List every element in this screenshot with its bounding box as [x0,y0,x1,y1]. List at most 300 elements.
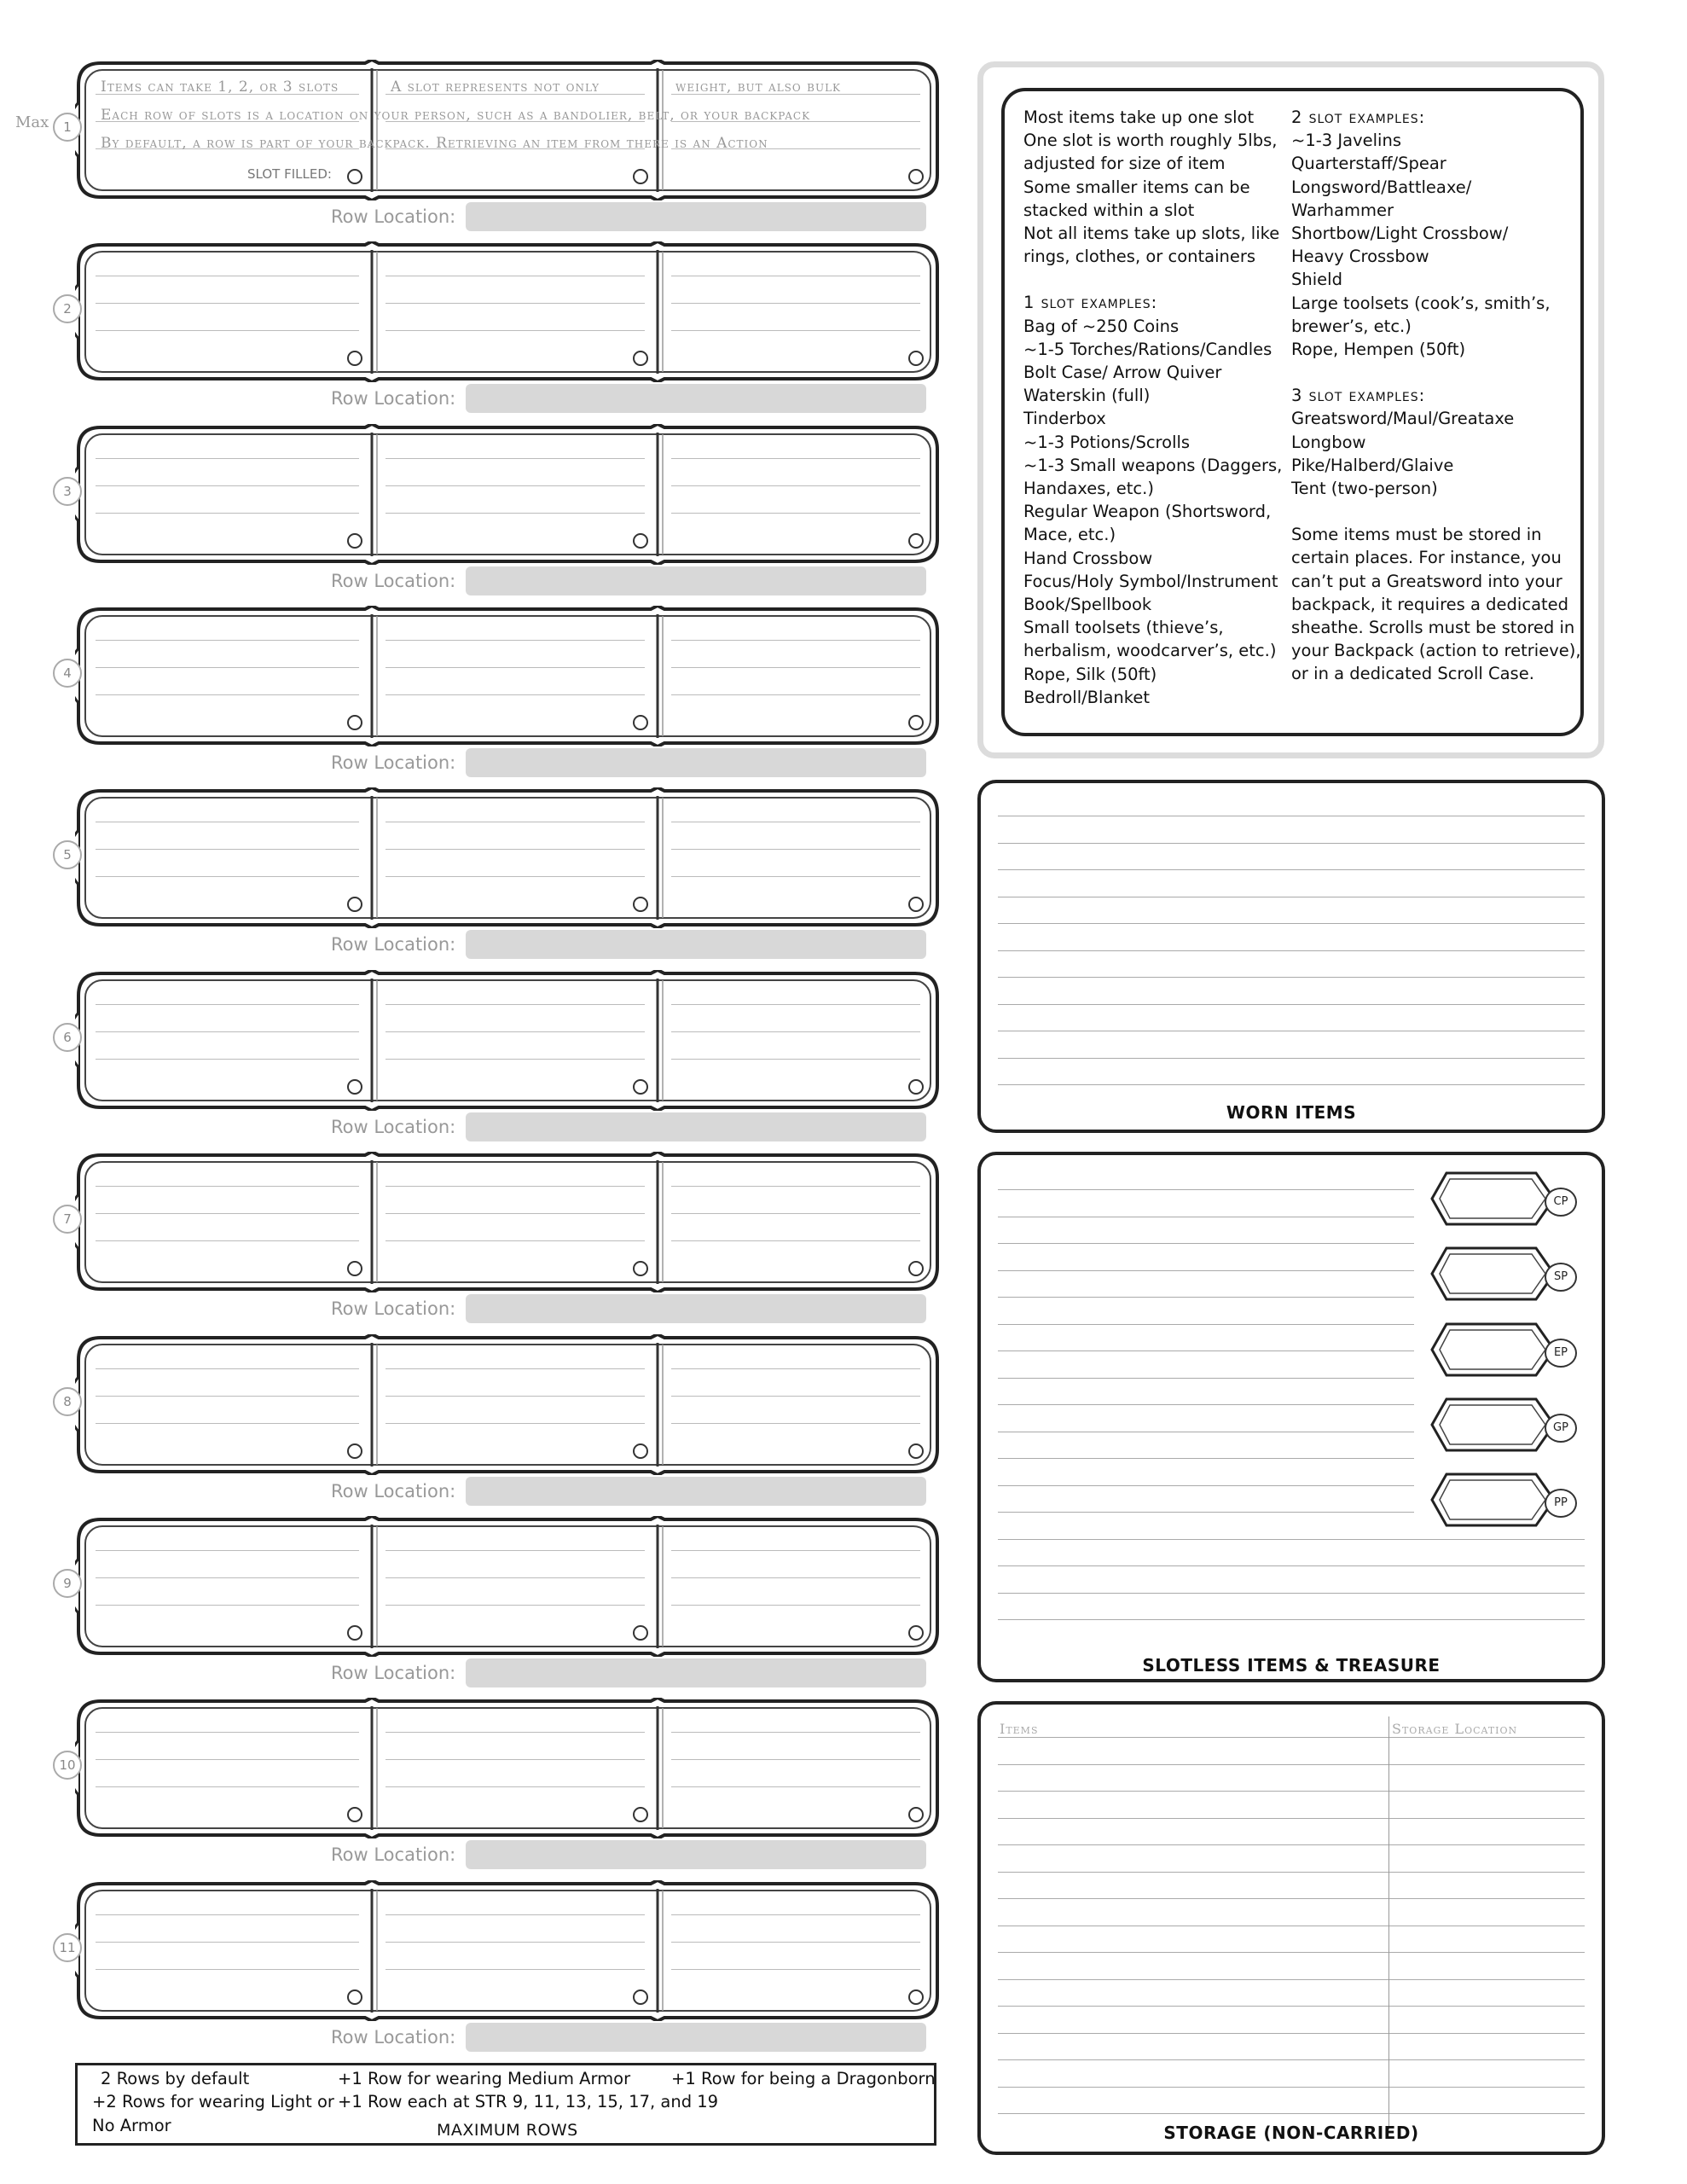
writing-line [96,1786,359,1787]
writing-line [386,513,645,514]
three-slot-heading: 3 slot examples: [1291,386,1426,406]
writing-line [671,1186,920,1187]
row-number: 9 [53,1569,82,1598]
spacer [1023,268,1282,291]
two-slot-item: Shield [1291,270,1342,290]
slot-filled-checkbox[interactable] [908,1625,924,1641]
writing-line [998,1485,1414,1486]
two-slot-item: Quarterstaff/Spear [1291,154,1446,174]
slot-cell[interactable] [661,1706,930,1830]
writing-line [671,1732,920,1733]
coin-label: GP [1545,1414,1577,1443]
slot-filled-checkbox[interactable] [908,351,924,366]
row-location-field[interactable] [466,1658,926,1687]
slot-cell[interactable] [661,614,930,738]
one-slot-item: Bedroll/Blanket [1023,687,1151,707]
row-number: 4 [53,659,82,688]
slot-filled-checkbox[interactable] [633,1261,648,1276]
slot-cell[interactable] [375,796,655,920]
two-slot-heading: 2 slot examples: [1291,107,1426,127]
row-location-label: Row Location: [331,934,456,955]
slot-filled-checkbox[interactable] [633,897,648,912]
info-right-column [1291,106,1581,686]
slot-cell[interactable] [85,796,369,920]
writing-line [96,640,359,641]
coin-label: CP [1545,1188,1577,1217]
writing-line [671,1942,920,1943]
writing-line [96,513,359,514]
slot-row[interactable] [63,970,941,1111]
storage-title: STORAGE (NON-CARRIED) [1163,2123,1419,2143]
writing-line [386,1004,645,1005]
slot-cell[interactable] [375,250,655,374]
writing-line [386,1186,645,1187]
slot-row[interactable] [63,1152,941,1292]
info-general-line: adjusted for size of item [1023,154,1226,174]
three-slot-item: Pike/Halberd/Glaive [1291,455,1454,475]
slot-cell[interactable] [661,1525,930,1648]
writing-line [998,1243,1414,1244]
writing-line [998,1539,1585,1540]
row-number: 1 [53,113,82,142]
writing-line [671,1605,920,1606]
slot-cell[interactable] [85,433,369,556]
slot-filled-checkbox[interactable] [347,1625,362,1641]
writing-line [998,1458,1414,1459]
slot-cell[interactable] [85,1160,369,1284]
three-slot-item: Tent (two-person) [1291,479,1438,499]
writing-line [671,1213,920,1214]
slot-cell[interactable] [85,614,369,738]
slot-cell[interactable] [375,614,655,738]
rule-light-armor: +2 Rows for wearing Light or [92,2092,334,2111]
writing-line [671,1031,920,1032]
one-slot-item: Small toolsets (thieve’s, [1023,618,1224,638]
writing-line [998,1189,1414,1190]
two-slot-item: Longsword/Battleaxe/ [1291,177,1472,197]
writing-line [998,1791,1585,1792]
storage-note-line: sheathe. Scrolls must be stored in [1291,618,1575,638]
writing-line [96,458,359,459]
slot-filled-checkbox[interactable] [633,1625,648,1641]
slot-row[interactable] [59,1880,941,2021]
writing-line [998,843,1585,844]
row-location-field[interactable] [466,384,926,413]
instruction-line-3: By default, a row is part of your backpack. Retrieving an item from there is an Action [101,135,768,152]
row-location-label: Row Location: [331,2027,456,2048]
row-location-field[interactable] [466,1477,926,1506]
row-location-label: Row Location: [331,1298,456,1319]
row-location-field[interactable] [466,1840,926,1869]
one-slot-item: Bolt Case/ Arrow Quiver [1023,363,1222,383]
slot-filled-checkbox[interactable] [908,897,924,912]
max-label: Max [15,113,49,131]
storage-location-header: Storage Location [1392,1721,1518,1737]
one-slot-heading: 1 slot examples: [1023,293,1158,313]
slot-cell[interactable] [661,250,930,374]
slot-cell[interactable] [85,1525,369,1648]
slot-cell[interactable] [661,1343,930,1467]
row-location-field[interactable] [466,566,926,595]
writing-line [998,2033,1585,2034]
writing-line [96,1059,359,1060]
writing-line [998,1872,1585,1873]
slot-cell[interactable] [85,1706,369,1830]
info-general-line: stacked within a slot [1023,200,1195,220]
writing-line [386,1577,645,1578]
slot-row[interactable] [63,1334,941,1475]
storage-note-line: Some items must be stored in [1291,525,1542,545]
writing-line [998,977,1585,978]
writing-line [671,485,920,486]
slot-filled-checkbox[interactable] [633,1443,648,1459]
writing-line [96,667,359,668]
slot-cell[interactable] [85,1889,369,2013]
writing-line [998,1404,1414,1405]
writing-line [671,1969,920,1970]
worn-items-box[interactable] [977,780,1605,1133]
writing-line [386,330,645,331]
slot-filled-checkbox[interactable] [908,1989,924,2005]
instruction-line-2: Each row of slots is a location on your person, such as a bandolier, belt, or your backpack [101,107,811,124]
one-slot-item: Waterskin (full) [1023,386,1151,406]
writing-line [96,1368,359,1369]
rule-medium-armor: +1 Row for wearing Medium Armor [338,2069,631,2088]
info-general-line: Most items take up one slot [1023,107,1255,127]
slot-filled-checkbox[interactable] [908,169,924,184]
slot-cell[interactable] [375,979,655,1102]
writing-line [998,1270,1414,1271]
writing-line [96,876,359,877]
row-number: 2 [53,294,82,323]
writing-line [671,1423,920,1424]
writing-line [671,1240,920,1241]
storage-note-line: can’t put a Greatsword into your [1291,571,1562,591]
slot-row[interactable] [63,606,941,746]
storage-note-line: certain places. For instance, you [1291,548,1562,568]
writing-line [671,513,920,514]
slot-row[interactable] [63,424,941,565]
writing-line [998,1737,1585,1738]
slot-filled-checkbox[interactable] [908,1807,924,1822]
three-slot-item: Greatsword/Maul/Greataxe [1291,409,1515,429]
writing-line [96,1031,359,1032]
slot-row[interactable] [63,1516,941,1657]
row-number: 7 [53,1205,82,1234]
writing-line [998,1593,1585,1594]
writing-line [998,2059,1585,2060]
slot-filled-checkbox[interactable] [908,1079,924,1095]
row-location-field[interactable] [466,748,926,777]
writing-line [96,1577,359,1578]
coin-label: EP [1545,1339,1577,1368]
two-slot-item: Large toolsets (cook’s, smith’s, [1291,293,1551,313]
storage-column-divider [1388,1716,1389,2129]
writing-line [386,640,645,641]
row-location-field[interactable] [466,202,926,231]
writing-line [998,1818,1585,1819]
writing-line [386,458,645,459]
slot-row[interactable] [63,787,941,928]
slot-filled-checkbox[interactable] [347,1807,362,1822]
coin-field-cp[interactable] [1429,1170,1579,1227]
one-slot-item: Hand Crossbow [1023,548,1153,568]
slot-cell[interactable] [85,250,369,374]
slot-cell[interactable] [661,796,930,920]
one-slot-item: herbalism, woodcarver’s, etc.) [1023,641,1277,661]
slot-filled-checkbox[interactable] [347,533,362,549]
info-general-line: Not all items take up slots, like [1023,224,1280,244]
writing-line [386,1031,645,1032]
writing-line [386,1732,645,1733]
row-location-label: Row Location: [331,1844,456,1865]
storage-box[interactable] [977,1701,1605,2155]
slot-filled-checkbox[interactable] [347,1079,362,1095]
writing-line [671,458,920,459]
info-left-column [1023,106,1282,709]
writing-line [671,1759,920,1760]
writing-line [998,923,1585,924]
slot-filled-checkbox[interactable] [633,715,648,730]
slot-cell[interactable] [375,1343,655,1467]
writing-line [96,1396,359,1397]
writing-line [96,485,359,486]
slot-row[interactable] [63,241,941,382]
two-slot-item: ~1-3 Javelins [1291,131,1401,151]
one-slot-item: Bag of ~250 Coins [1023,316,1180,336]
writing-line [998,1565,1585,1566]
coin-field-ep[interactable] [1429,1321,1579,1378]
info-general-line: rings, clothes, or containers [1023,247,1256,267]
slot-filled-checkbox[interactable] [347,351,362,366]
row-location-label: Row Location: [331,571,456,591]
writing-line [671,667,920,668]
slot-cell[interactable] [375,1160,655,1284]
spacer [1291,500,1581,523]
writing-line [671,640,920,641]
writing-line [96,1759,359,1760]
writing-line [386,849,645,850]
one-slot-item: Regular Weapon (Shortsword, [1023,502,1272,522]
writing-line [96,1240,359,1241]
writing-line [998,2113,1585,2114]
one-slot-item: ~1-3 Potions/Scrolls [1023,432,1191,452]
row-location-field[interactable] [466,1112,926,1141]
writing-line [386,1786,645,1787]
writing-line [96,1732,359,1733]
row-location-label: Row Location: [331,1481,456,1502]
writing-line [386,1605,645,1606]
spacer [1291,361,1581,384]
instruction-line-1c: weight, but also bulk [675,78,841,96]
writing-line [386,303,645,304]
writing-line [998,1512,1414,1513]
writing-line [671,330,920,331]
two-slot-item: Warhammer [1291,200,1394,220]
writing-line [386,1942,645,1943]
writing-line [671,1059,920,1060]
slot-cell[interactable] [375,1706,655,1830]
slot-cell[interactable] [375,1889,655,2013]
two-slot-item: Rope, Hempen (50ft) [1291,340,1466,360]
row-number: 3 [53,477,82,506]
writing-line [386,1396,645,1397]
slot-filled-checkbox[interactable] [633,533,648,549]
writing-line [998,1764,1585,1765]
slot-cell[interactable] [661,433,930,556]
one-slot-item: Handaxes, etc.) [1023,479,1154,499]
row-number: 10 [53,1751,82,1780]
one-slot-item: ~1-3 Small weapons (Daggers, [1023,455,1283,475]
writing-line [671,1914,920,1915]
slot-filled-checkbox[interactable] [347,1989,362,2005]
writing-line [671,849,920,850]
slot-filled-checkbox[interactable] [633,351,648,366]
writing-line [671,876,920,877]
writing-line [96,1186,359,1187]
row-location-field[interactable] [466,930,926,959]
storage-note-line: or in a dedicated Scroll Case. [1291,664,1534,684]
slot-filled-checkbox[interactable] [347,897,362,912]
instruction-line-1a: Items can take 1, 2, or 3 slots [101,78,339,96]
slot-filled-checkbox[interactable] [347,169,362,184]
instruction-line-1b: A slot represents not only [391,78,600,96]
row-location-label: Row Location: [331,1117,456,1137]
writing-line [386,1240,645,1241]
writing-line [998,950,1585,951]
writing-line [96,1969,359,1970]
row-location-label: Row Location: [331,206,456,227]
slot-cell[interactable] [85,979,369,1102]
writing-line [998,1378,1414,1379]
writing-line [671,1577,920,1578]
writing-line [998,1297,1414,1298]
writing-line [96,330,359,331]
two-slot-item: Heavy Crossbow [1291,247,1429,267]
coin-field-gp[interactable] [1429,1397,1579,1453]
slot-filled-checkbox[interactable] [347,1443,362,1459]
row-location-label: Row Location: [331,388,456,409]
writing-line [96,1213,359,1214]
writing-line [671,1550,920,1551]
writing-line [386,667,645,668]
writing-line [96,1605,359,1606]
row-number: 11 [53,1933,82,1962]
writing-line [998,1004,1585,1005]
writing-line [386,1550,645,1551]
storage-note-line: backpack, it requires a dedicated [1291,594,1569,614]
writing-line [998,1979,1585,1980]
writing-line [671,1396,920,1397]
coin-frame [1429,1397,1557,1453]
writing-line [386,1423,645,1424]
writing-line [386,1368,645,1369]
storage-note-line: your Backpack (action to retrieve), [1291,641,1581,661]
writing-line [386,1969,645,1970]
slot-cell[interactable] [85,1343,369,1467]
coin-field-pp[interactable] [1429,1472,1579,1528]
one-slot-item: Rope, Silk (50ft) [1023,664,1157,684]
writing-line [386,1914,645,1915]
slot-cell[interactable] [661,1889,930,2013]
one-slot-item: Book/Spellbook [1023,595,1152,615]
one-slot-item: Tinderbox [1023,409,1106,429]
slot-filled-checkbox[interactable] [908,1261,924,1276]
slotless-items-title: SLOTLESS ITEMS & TREASURE [1142,1655,1441,1676]
writing-line [671,1368,920,1369]
writing-line [386,694,645,695]
slot-filled-checkbox[interactable] [633,1989,648,2005]
worn-items-title: WORN ITEMS [1226,1102,1357,1123]
writing-line [386,1059,645,1060]
writing-line [386,1213,645,1214]
slot-cell[interactable] [375,1525,655,1648]
writing-line [671,1786,920,1787]
coin-label: SP [1545,1263,1577,1292]
writing-line [998,1324,1414,1325]
row-location-field[interactable] [466,2023,926,2052]
two-slot-item: Shortbow/Light Crossbow/ [1291,224,1509,244]
row-location-label: Row Location: [331,752,456,773]
info-general-line: Some smaller items can be [1023,177,1250,197]
slot-row[interactable] [59,1698,941,1838]
writing-line [96,694,359,695]
writing-line [998,1952,1585,1953]
writing-line [96,1942,359,1943]
slot-filled-checkbox[interactable] [908,533,924,549]
row-number: 8 [53,1387,82,1416]
writing-line [386,876,645,877]
three-slot-item: Longbow [1291,432,1366,452]
slot-cell[interactable] [661,979,930,1102]
writing-line [96,303,359,304]
rule-no-armor: No Armor [92,2116,171,2135]
row-location-label: Row Location: [331,1663,456,1683]
writing-line [671,694,920,695]
writing-line [96,1550,359,1551]
writing-line [671,303,920,304]
maximum-rows-title: MAXIMUM ROWS [437,2121,578,2140]
slot-filled-checkbox[interactable] [347,715,362,730]
writing-line [998,1619,1585,1620]
slot-filled-label: SLOT FILLED: [247,166,332,182]
row-location-field[interactable] [466,1294,926,1323]
slot-cell[interactable] [661,1160,930,1284]
slot-filled-checkbox[interactable] [633,1079,648,1095]
rule-strength: +1 Row each at STR 9, 11, 13, 15, 17, and 19 [338,2092,719,2111]
writing-line [96,1423,359,1424]
writing-line [998,2006,1585,2007]
slot-filled-checkbox[interactable] [908,715,924,730]
coin-frame [1429,1170,1557,1227]
writing-line [998,1898,1585,1899]
slot-filled-checkbox[interactable] [633,1807,648,1822]
writing-line [998,1844,1585,1845]
coin-frame [1429,1321,1557,1378]
writing-line [96,849,359,850]
slot-filled-checkbox[interactable] [347,1261,362,1276]
coin-field-sp[interactable] [1429,1246,1579,1302]
one-slot-item: ~1-5 Torches/Rations/Candles [1023,339,1272,359]
slot-filled-checkbox[interactable] [633,169,648,184]
coin-label: PP [1545,1489,1577,1518]
writing-line [96,1004,359,1005]
info-general-line: One slot is worth roughly 5lbs, [1023,131,1278,151]
slot-filled-checkbox[interactable] [908,1443,924,1459]
writing-line [998,1058,1585,1059]
slot-cell[interactable] [375,433,655,556]
writing-line [998,1350,1414,1351]
